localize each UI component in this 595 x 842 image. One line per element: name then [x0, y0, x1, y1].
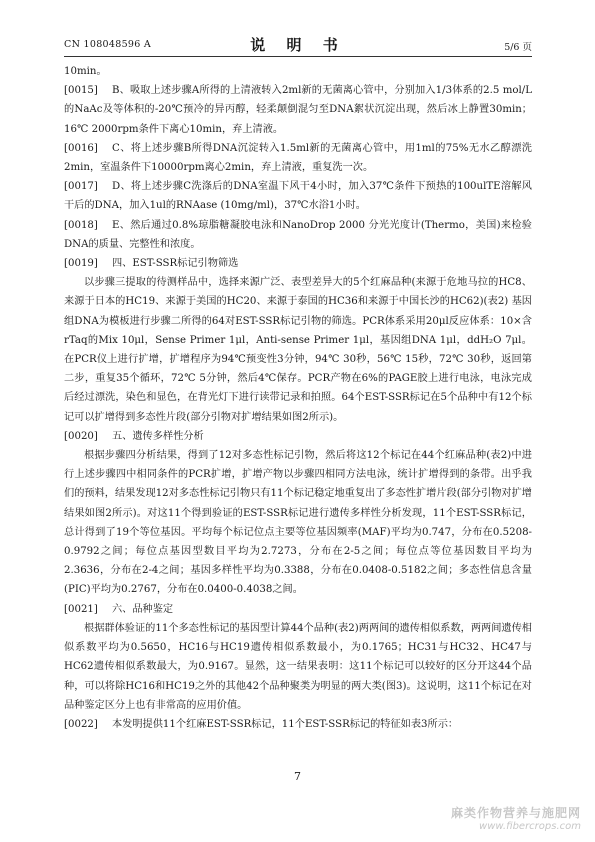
paragraph-text: D、将上述步骤C洗涤后的DNA室温下风干4小时，加入37℃条件下预热的100ulTE溶解风干后的DNA，加入1ul的RNAase (10mg/ml)，37℃水浴1小时。 — [64, 181, 532, 212]
section-heading — [64, 427, 532, 446]
paragraph-text: E、然后通过0.8%琼脂糖凝胶电泳和NanoDrop 2000 分光光度计(Thermo，美国)来检验DNA的质量、完整性和浓度。 — [64, 219, 532, 250]
watermark-text: 麻类作物营养与施肥网 — [450, 806, 581, 820]
paragraph-number: [0018] — [64, 219, 98, 231]
paragraph-number: [0017] — [64, 181, 98, 193]
paragraph — [64, 715, 532, 734]
paragraph-number: [0020] — [64, 430, 98, 442]
document-body — [64, 62, 532, 734]
page-number: 7 — [294, 770, 301, 783]
paragraph — [64, 446, 532, 600]
page-header — [64, 38, 532, 52]
paragraph-number: [0016] — [64, 142, 98, 154]
paragraph-number: [0022] — [64, 718, 98, 730]
watermark — [451, 804, 581, 832]
paragraph — [64, 619, 532, 715]
header-rule — [64, 56, 532, 57]
paragraph-text: B、吸取上述步骤A所得的上清液转入2ml新的无菌离心管中，分别加入1/3体系的2.5 mol/L的NaAc及等体积的-20℃预冷的异丙醇，轻柔颠倒混匀至DNA絮状沉淀出现，然后冰上静置30min；16℃ 2000rpm条件下离心10min，弃上清液。 — [64, 85, 532, 135]
paragraph — [64, 273, 532, 427]
paragraph — [64, 62, 532, 81]
patent-number: CN 108048596 A — [64, 39, 152, 50]
paragraph-number: [0015] — [64, 85, 98, 97]
document-title: 说 明 书 — [250, 36, 346, 54]
paragraph-text: 根据群体验证的11个多态性标记的基因型计算44个品种(表2)两两间的遗传相似系数，两两间遗传相似系数平均为0.5650，HC16与HC19遗传相似系数最小，为0.1765；HC31与HC32、HC47与HC62遗传相似系数最大，为0.9167。显然，这一结果表明：这11个标记可以较好的区分开这44个品种，可以将除HC16和HC19之外的其他42个品种聚类为明显的两大类(图3)。这说明，这11个标记在对品种鉴定区分上也有非常高的应用价值。 — [64, 622, 532, 711]
paragraph — [64, 177, 532, 215]
paragraph — [64, 139, 532, 177]
page-info: 5/6 页 — [504, 42, 532, 53]
paragraph-text: C、将上述步骤B所得DNA沉淀转入1.5ml新的无菌离心管中，用1ml的75%无水乙醇漂洗2min，室温条件下10000rpm离心2min，弃上清液，重复洗一次。 — [64, 142, 532, 174]
paragraph-text: 本发明提供11个红麻EST-SSR标记，11个EST-SSR标记的特征如表3所示： — [112, 718, 459, 730]
paragraph — [64, 216, 532, 254]
paragraph-text: 六、品种鉴定 — [112, 603, 174, 615]
paragraph-text: 五、遗传多样性分析 — [112, 430, 204, 442]
paragraph-text: 10min。 — [64, 66, 107, 77]
paragraph-text: 根据步骤四分析结果，得到了12对多态性标记引物，然后将这12个标记在44个红麻品种(表2)中进行上述步骤四中相同条件的PCR扩增，扩增产物以步骤四相同方法电泳，统计扩增得到的条带。出乎我们的预料，结果发现12对多态性标记引物只有11个标记稳定地重复出了多态性扩增片段(部分引物对扩增结果如图2所示)。对这11个得到验证的EST-SSR标记进行遗传多样性分析发现，11个EST-SSR标记，总计得到了19个等位基因。平均每个标记位点主要等位基因频率(MAF)平均为0.747，分布在0.5208-0.9792之间；每位点基因型数目平均为2.7273，分布在2-5之间；每位点等位基因数目平均为2.3636，分布在2-4之间；基因多样性平均为0.3388，分布在0.0408-0.5182之间；多态性信息含量(PIC)平均为0.2767，分布在0.0400-0.4038之间。 — [64, 450, 532, 596]
paragraph-text: 四、EST-SSR标记引物筛选 — [112, 258, 239, 270]
section-heading — [64, 254, 532, 273]
watermark-url: www.fibercrops.com — [479, 821, 581, 832]
paragraph-text: 以步骤三提取的待测样品中，选择来源广泛、表型差异大的5个红麻品种(来源于危地马拉的HC8、来源于日本的HC19、来源于美国的HC20、来源于泰国的HC36和来源于中国长沙的HC62)(表2) 基因组DNA为模板进行步骤二所得的64对EST-SSR标记引物的筛选。PCR体系采用20μl反应体系：10×含rTaq的Mix 10μl，Sense Primer 1μl，Anti-sense Primer 1μl，基因组DNA 1μl，ddH₂O 7μl。在PCR仪上进行扩增，扩增程序为94℃预变性3分钟，94℃ 30秒，56℃ 15秒，72℃ 30秒，返回第二步，重复35个循环，72℃ 5分钟，然后4℃保存。PCR产物在6%的PAGE胶上进行电泳，电泳完成后经过漂洗，染色和显色，在背光灯下进行读带记录和拍照。64个EST-SSR标记在5个品种中有12个标记可以扩增得到多态性片段(部分引物对扩增结果如图2所示)。 — [64, 277, 532, 423]
section-heading — [64, 600, 532, 619]
paragraph — [64, 81, 532, 139]
paragraph-number: [0021] — [64, 603, 98, 615]
paragraph-number: [0019] — [64, 258, 98, 270]
